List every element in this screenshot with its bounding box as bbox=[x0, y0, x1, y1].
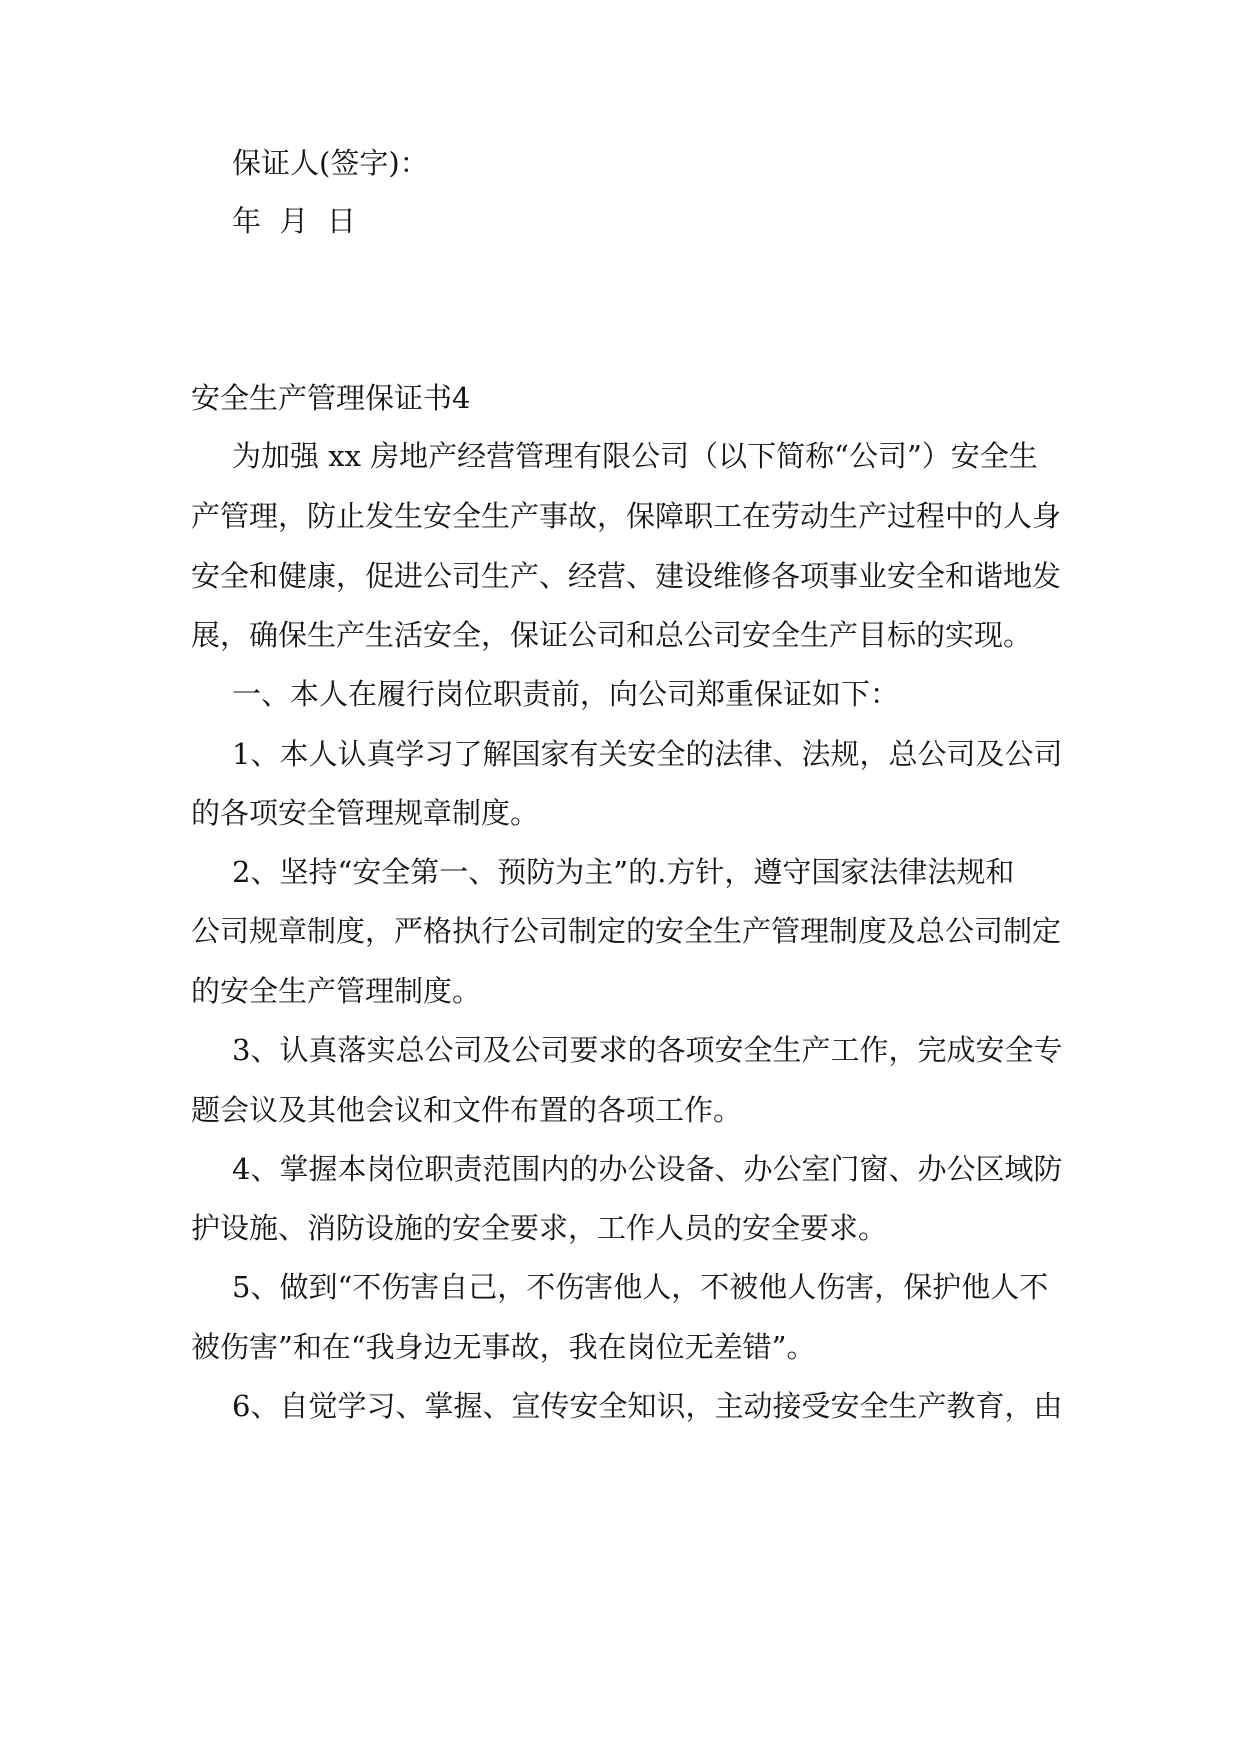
paragraph-line: 1、本人认真学习了解国家有关安全的法律、法规，总公司及公司 bbox=[232, 737, 1063, 771]
paragraph-line: 题会议及其他会议和文件布置的各项工作。 bbox=[191, 1093, 743, 1127]
guarantor-signature-label: 保证人(签字)： bbox=[232, 146, 429, 180]
date-line: 年 月 日 bbox=[232, 204, 356, 238]
paragraph-line: 一、本人在履行岗位职责前，向公司郑重保证如下： bbox=[232, 677, 900, 711]
paragraph-line: 2、坚持“安全第一、预防为主”的.方针，遵守国家法律法规和 bbox=[232, 855, 1015, 889]
paragraph-line: 的各项安全管理规章制度。 bbox=[191, 796, 540, 830]
paragraph-line: 被伤害”和在“我身边无事故，我在岗位无差错”。 bbox=[191, 1330, 816, 1364]
paragraph-line: 安全和健康，促进公司生产、经营、建设维修各项事业安全和谐地发 bbox=[191, 559, 1062, 593]
paragraph-line: 展，确保生产生活安全，保证公司和总公司安全生产目标的实现。 bbox=[191, 618, 1033, 652]
paragraph-line: 3、认真落实总公司及公司要求的各项安全生产工作，完成安全专 bbox=[232, 1033, 1063, 1067]
paragraph-line: 护设施、消防设施的安全要求，工作人员的安全要求。 bbox=[191, 1211, 888, 1245]
paragraph-line: 5、做到“不伤害自己，不伤害他人，不被他人伤害，保护他人不 bbox=[232, 1270, 1049, 1304]
paragraph-line: 4、掌握本岗位职责范围内的办公设备、办公室门窗、办公区域防 bbox=[232, 1152, 1063, 1186]
paragraph-line: 公司规章制度，严格执行公司制定的安全生产管理制度及总公司制定 bbox=[191, 914, 1062, 948]
paragraph-line: 的安全生产管理制度。 bbox=[191, 974, 482, 1008]
paragraph-line: 产管理，防止发生安全生产事故，保障职工在劳动生产过程中的人身 bbox=[191, 499, 1062, 533]
paragraph-line: 为加强 xx 房地产经营管理有限公司（以下简称“公司”）安全生 bbox=[232, 439, 1038, 473]
section-title: 安全生产管理保证书4 bbox=[191, 381, 471, 415]
paragraph-line: 6、自觉学习、掌握、宣传安全知识，主动接受安全生产教育，由 bbox=[232, 1389, 1063, 1423]
